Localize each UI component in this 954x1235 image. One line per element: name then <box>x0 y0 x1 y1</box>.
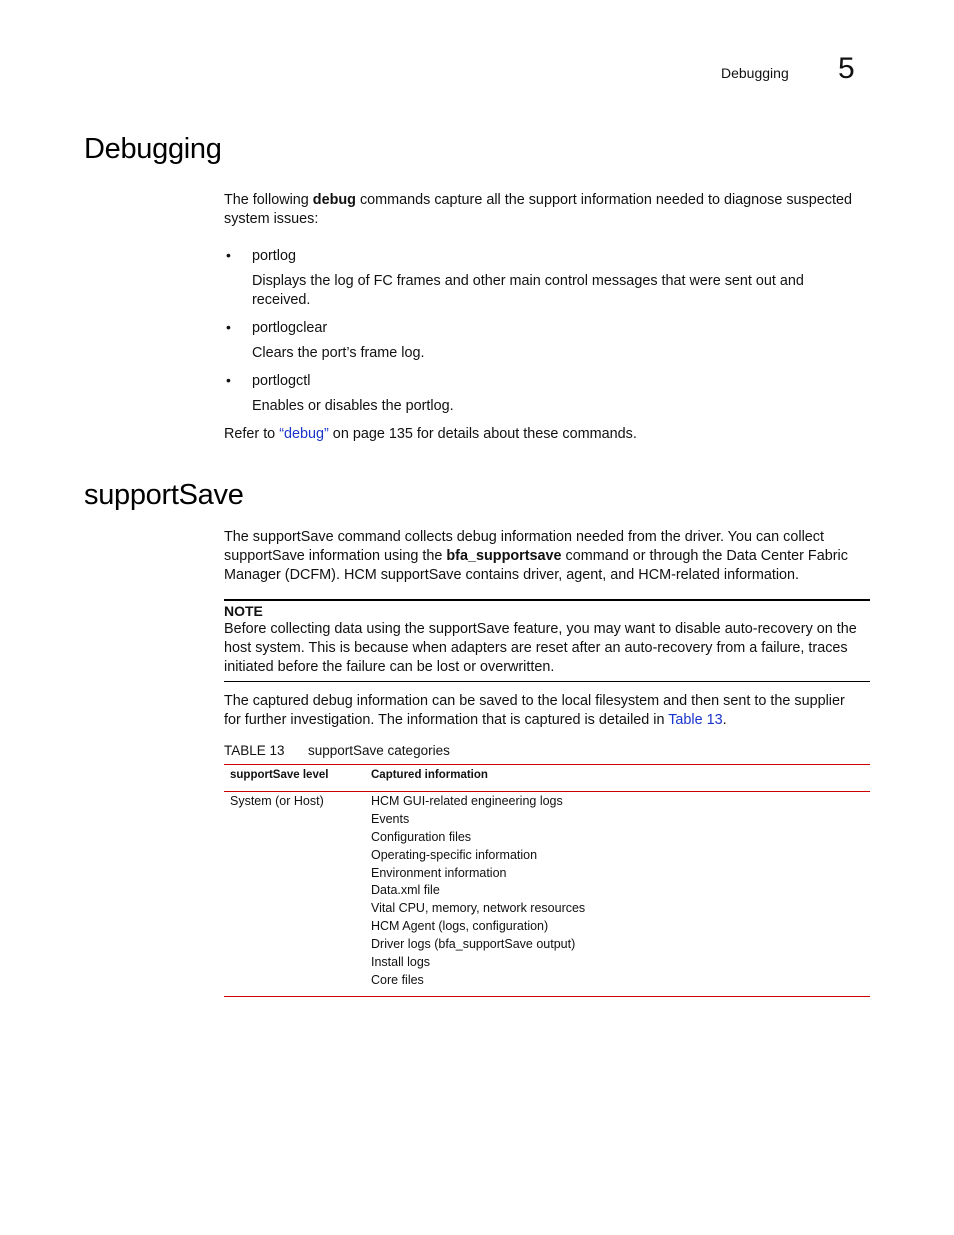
command-description <box>252 272 862 310</box>
debugging-intro <box>224 191 872 229</box>
info-item: Install logs <box>371 955 431 970</box>
debugging-heading: Debugging <box>84 133 222 165</box>
captured-paragraph <box>224 692 872 730</box>
debug-link[interactable]: “debug” <box>279 426 329 442</box>
table-header-info: Captured information <box>371 769 488 781</box>
note-label: NOTE <box>224 603 263 619</box>
desc-line: received. <box>252 292 311 308</box>
para-line: command or through the Data Center Fabric <box>561 548 848 564</box>
info-item: Driver logs (bfa_supportSave output) <box>371 937 576 952</box>
para-line: Manager (DCFM). HCM supportSave contains driver, agent, and HCM-related information. <box>224 567 800 583</box>
para-line: . <box>722 712 727 728</box>
para-line: The supportSave command collects debug information needed from the driver. You can collect <box>224 529 824 545</box>
running-header-section: Debugging <box>721 65 789 81</box>
note-top-rule <box>224 599 870 601</box>
note-line: host system. This is because when adapters are reset after an auto-recovery from a failure, traces <box>224 640 848 656</box>
intro-text: The following <box>224 192 313 208</box>
desc-line: Displays the log of FC frames and other main control messages that were sent out and <box>252 273 804 289</box>
refer-text-rest: on page 135 for details about these commands. <box>328 426 637 442</box>
bullet-icon: • <box>226 247 231 263</box>
refer-text: Refer to <box>224 426 280 442</box>
info-item: Events <box>371 811 410 826</box>
note-line: Before collecting data using the supportSave feature, you may want to disable auto-recovery on the <box>224 621 857 637</box>
command-portlogctl: portlogctl <box>252 373 311 389</box>
intro-text-rest: commands capture all the support information needed to diagnose suspected <box>355 192 852 208</box>
command-description: Enables or disables the portlog. <box>252 398 454 414</box>
command-description: Clears the port’s frame log. <box>252 345 425 361</box>
info-item: Operating-specific information <box>371 847 538 862</box>
table-header-level: supportSave level <box>230 769 329 781</box>
info-item: HCM GUI-related engineering logs <box>371 794 563 808</box>
info-item: Data.xml file <box>371 883 440 898</box>
para-line: supportSave information using the <box>224 548 447 564</box>
info-item: Environment information <box>371 865 507 880</box>
note-text <box>224 620 872 677</box>
table-cell-info <box>371 793 585 990</box>
supportsave-heading: supportSave <box>84 479 244 511</box>
debug-command: debug <box>312 192 356 208</box>
command-portlog: portlog <box>252 248 297 264</box>
table-top-rule <box>224 764 870 765</box>
command-portlogclear: portlogclear <box>252 320 328 336</box>
table-header-rule <box>224 791 870 792</box>
chapter-number: 5 <box>838 52 855 85</box>
note-bottom-rule <box>224 681 870 682</box>
info-item: Configuration files <box>371 829 472 844</box>
bullet-icon: • <box>226 319 231 335</box>
bfa-supportsave-command: bfa_supportsave <box>446 548 562 564</box>
para-line: The captured debug information can be saved to the local filesystem and then sent to the supplier <box>224 693 845 709</box>
table-caption-title: supportSave categories <box>308 743 450 758</box>
info-item: Core files <box>371 972 424 987</box>
para-line: for further investigation. The information that is captured is detailed in <box>224 712 669 728</box>
note-line: initiated before the failure can be lost or overwritten. <box>224 659 555 675</box>
info-item: Vital CPU, memory, network resources <box>371 901 586 916</box>
intro-text-line2: system issues: <box>224 211 319 227</box>
bullet-icon: • <box>226 372 231 388</box>
table-bottom-rule <box>224 996 870 997</box>
table-13-link[interactable]: Table 13 <box>668 712 723 728</box>
refer-paragraph <box>224 425 872 444</box>
table-caption-label: TABLE 13 <box>224 743 285 758</box>
supportsave-paragraph <box>224 528 872 585</box>
info-item: HCM Agent (logs, configuration) <box>371 919 549 934</box>
table-cell-level: System (or Host) <box>230 794 324 808</box>
